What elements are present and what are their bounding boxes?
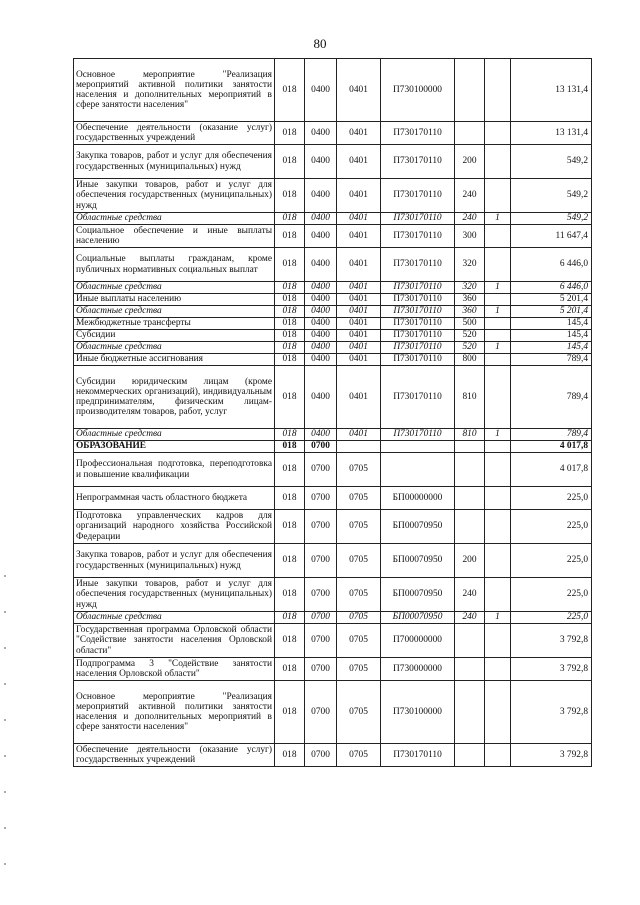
ministry-code: 018 [275,342,305,354]
funding-source-code [485,487,511,510]
expense-type-code: 240 [455,213,485,225]
expense-type-code: 520 [455,342,485,354]
target-article-code: БП00070950 [381,612,455,624]
table-row [74,624,592,658]
expense-type-code [455,744,485,767]
table-row [74,544,592,578]
target-article-code: П730170110 [381,248,455,282]
subsection-code: 0401 [337,354,381,366]
scan-margin-marks [4,575,10,899]
subsection-code: 0401 [337,248,381,282]
section-code: 0700 [305,510,337,544]
expense-type-code [455,681,485,744]
subsection-code: 0705 [337,624,381,658]
funding-source-code [485,179,511,213]
target-article-code [381,441,455,453]
subsection-code: 0705 [337,453,381,487]
section-code: 0400 [305,318,337,330]
funding-source-code [485,122,511,145]
row-name: Иные выплаты населению [74,294,275,306]
ministry-code: 018 [275,179,305,213]
table-row [74,122,592,145]
target-article-code: П730170110 [381,122,455,145]
subsection-code: 0705 [337,658,381,681]
ministry-code: 018 [275,225,305,248]
expense-type-code: 520 [455,330,485,342]
table-row [74,306,592,318]
row-name: Профессиональная подготовка, переподготовка и повышение квалификации [74,453,275,487]
row-name: Иные закупки товаров, работ и услуг для обеспечения государственных (муниципальных) нужд [74,179,275,213]
amount: 3 792,8 [511,681,592,744]
expense-type-code: 240 [455,179,485,213]
funding-source-code [485,453,511,487]
section-code: 0700 [305,453,337,487]
section-code: 0700 [305,487,337,510]
expense-type-code [455,510,485,544]
funding-source-code [485,441,511,453]
amount: 3 792,8 [511,658,592,681]
row-name: Социальное обеспечение и иные выплаты населению [74,225,275,248]
funding-source-code [485,578,511,612]
amount: 11 647,4 [511,225,592,248]
row-name: Областные средства [74,429,275,441]
table-row [74,612,592,624]
section-code: 0700 [305,658,337,681]
subsection-code: 0401 [337,213,381,225]
subsection-code: 0401 [337,342,381,354]
amount: 145,4 [511,330,592,342]
table-row [74,342,592,354]
funding-source-code: 1 [485,306,511,318]
expense-type-code: 200 [455,544,485,578]
expense-type-code: 320 [455,248,485,282]
target-article-code: П730170110 [381,145,455,179]
ministry-code: 018 [275,306,305,318]
budget-table [73,58,592,767]
amount: 225,0 [511,578,592,612]
table-row [74,658,592,681]
subsection-code: 0705 [337,544,381,578]
target-article-code: П730170110 [381,213,455,225]
amount: 145,4 [511,342,592,354]
row-name: Обеспечение деятельности (оказание услуг) государственных учреждений [74,744,275,767]
table-body [74,59,592,767]
row-name: ОБРАЗОВАНИЕ [74,441,275,453]
subsection-code: 0401 [337,306,381,318]
ministry-code: 018 [275,366,305,429]
target-article-code: П730170110 [381,354,455,366]
target-article-code: БП00070950 [381,544,455,578]
section-code: 0400 [305,225,337,248]
target-article-code: П730170110 [381,179,455,213]
table-row [74,59,592,122]
funding-source-code [485,59,511,122]
amount: 5 201,4 [511,294,592,306]
section-code: 0400 [305,179,337,213]
target-article-code: П730170110 [381,744,455,767]
funding-source-code [485,225,511,248]
row-name: Иные закупки товаров, работ и услуг для обеспечения государственных (муниципальных) нужд [74,578,275,612]
expense-type-code: 320 [455,282,485,294]
target-article-code: П730170110 [381,330,455,342]
expense-type-code [455,122,485,145]
funding-source-code [485,681,511,744]
expense-type-code [455,453,485,487]
table-row [74,510,592,544]
funding-source-code [485,366,511,429]
target-article-code [381,453,455,487]
subsection-code: 0401 [337,294,381,306]
amount: 3 792,8 [511,624,592,658]
section-code: 0400 [305,213,337,225]
target-article-code: П700000000 [381,624,455,658]
section-code: 0700 [305,744,337,767]
section-code: 0400 [305,294,337,306]
ministry-code: 018 [275,294,305,306]
ministry-code: 018 [275,122,305,145]
expense-type-code [455,441,485,453]
table-row [74,578,592,612]
expense-type-code [455,658,485,681]
row-name: Социальные выплаты гражданам, кроме публичных нормативных социальных выплат [74,248,275,282]
amount: 549,2 [511,179,592,213]
target-article-code: П730100000 [381,681,455,744]
ministry-code: 018 [275,624,305,658]
target-article-code: БП00070950 [381,578,455,612]
table-row [74,330,592,342]
table-row [74,487,592,510]
row-name: Иные бюджетные ассигнования [74,354,275,366]
expense-type-code [455,624,485,658]
table-row [74,282,592,294]
amount: 549,2 [511,145,592,179]
section-code: 0400 [305,145,337,179]
row-name: Подготовка управленческих кадров для организаций народного хозяйства Российской Федерации [74,510,275,544]
table-row [74,441,592,453]
row-name: Государственная программа Орловской области "Содействие занятости населения Орловской области" [74,624,275,658]
subsection-code: 0401 [337,429,381,441]
funding-source-code [485,318,511,330]
ministry-code: 018 [275,578,305,612]
expense-type-code: 200 [455,145,485,179]
target-article-code: П730000000 [381,658,455,681]
row-name: Областные средства [74,213,275,225]
row-name: Подпрограмма 3 "Содействие занятости населения Орловской области" [74,658,275,681]
amount: 225,0 [511,612,592,624]
table-row [74,744,592,767]
row-name: Обеспечение деятельности (оказание услуг) государственных учреждений [74,122,275,145]
ministry-code: 018 [275,658,305,681]
expense-type-code: 300 [455,225,485,248]
ministry-code: 018 [275,744,305,767]
row-name: Закупка товаров, работ и услуг для обеспечения государственных (муниципальных) нужд [74,544,275,578]
section-code: 0700 [305,681,337,744]
amount: 225,0 [511,510,592,544]
funding-source-code [485,658,511,681]
section-code: 0700 [305,578,337,612]
amount: 549,2 [511,213,592,225]
funding-source-code [485,248,511,282]
subsection-code: 0401 [337,122,381,145]
target-article-code: П730170110 [381,342,455,354]
funding-source-code: 1 [485,342,511,354]
row-name: Основное мероприятие "Реализация мероприятий активной политики занятости населения и дополнительных мероприятий в сфере занятости населения" [74,681,275,744]
subsection-code: 0401 [337,59,381,122]
ministry-code: 018 [275,612,305,624]
section-code: 0400 [305,282,337,294]
target-article-code: П730170110 [381,294,455,306]
expense-type-code: 810 [455,366,485,429]
row-name: Межбюджетные трансферты [74,318,275,330]
ministry-code: 018 [275,510,305,544]
target-article-code: П730170110 [381,429,455,441]
ministry-code: 018 [275,318,305,330]
ministry-code: 018 [275,59,305,122]
expense-type-code: 360 [455,294,485,306]
expense-type-code [455,59,485,122]
funding-source-code [485,145,511,179]
subsection-code [337,441,381,453]
funding-source-code: 1 [485,429,511,441]
amount: 789,4 [511,366,592,429]
table-row [74,213,592,225]
table-row [74,225,592,248]
table-row [74,145,592,179]
subsection-code: 0401 [337,330,381,342]
section-code: 0400 [305,248,337,282]
section-code: 0700 [305,612,337,624]
subsection-code: 0705 [337,681,381,744]
table-row [74,681,592,744]
table-row [74,429,592,441]
ministry-code: 018 [275,145,305,179]
section-code: 0400 [305,366,337,429]
row-name: Областные средства [74,342,275,354]
section-code: 0700 [305,544,337,578]
amount: 13 131,4 [511,59,592,122]
target-article-code: БП00070950 [381,510,455,544]
row-name: Основное мероприятие "Реализация мероприятий активной политики занятости населения и дополнительных мероприятий в сфере занятости населения" [74,59,275,122]
funding-source-code [485,510,511,544]
expense-type-code: 240 [455,578,485,612]
amount: 13 131,4 [511,122,592,145]
amount: 145,4 [511,318,592,330]
target-article-code: П730170110 [381,225,455,248]
row-name: Непрограммная часть областного бюджета [74,487,275,510]
funding-source-code [485,354,511,366]
ministry-code: 018 [275,354,305,366]
subsection-code: 0705 [337,612,381,624]
ministry-code: 018 [275,282,305,294]
section-code: 0400 [305,342,337,354]
target-article-code: П730170110 [381,318,455,330]
target-article-code: П730170110 [381,306,455,318]
funding-source-code [485,294,511,306]
section-code: 0400 [305,122,337,145]
amount: 789,4 [511,429,592,441]
subsection-code: 0401 [337,282,381,294]
ministry-code: 018 [275,681,305,744]
section-code: 0400 [305,429,337,441]
table-row [74,354,592,366]
expense-type-code [455,487,485,510]
subsection-code: 0401 [337,366,381,429]
section-code: 0400 [305,59,337,122]
subsection-code: 0705 [337,744,381,767]
amount: 6 446,0 [511,248,592,282]
ministry-code: 018 [275,248,305,282]
target-article-code: П730170110 [381,282,455,294]
section-code: 0400 [305,354,337,366]
amount: 5 201,4 [511,306,592,318]
section-code: 0700 [305,441,337,453]
expense-type-code: 800 [455,354,485,366]
expense-type-code: 500 [455,318,485,330]
row-name: Областные средства [74,612,275,624]
subsection-code: 0401 [337,145,381,179]
amount: 4 017,8 [511,453,592,487]
table-row [74,179,592,213]
subsection-code: 0705 [337,487,381,510]
table-row [74,453,592,487]
amount: 6 446,0 [511,282,592,294]
subsection-code: 0401 [337,225,381,248]
row-name: Областные средства [74,282,275,294]
page-number: 80 [313,36,327,51]
amount: 225,0 [511,544,592,578]
row-name: Областные средства [74,306,275,318]
ministry-code: 018 [275,441,305,453]
table-row [74,318,592,330]
ministry-code: 018 [275,330,305,342]
funding-source-code: 1 [485,282,511,294]
row-name: Субсидии [74,330,275,342]
table-row [74,366,592,429]
ministry-code: 018 [275,487,305,510]
funding-source-code [485,624,511,658]
expense-type-code: 810 [455,429,485,441]
ministry-code: 018 [275,544,305,578]
funding-source-code: 1 [485,612,511,624]
amount: 789,4 [511,354,592,366]
funding-source-code [485,544,511,578]
section-code: 0700 [305,624,337,658]
row-name: Закупка товаров, работ и услуг для обеспечения государственных (муниципальных) нужд [74,145,275,179]
row-name: Субсидии юридическим лицам (кроме некоммерческих организаций), индивидуальным предпринимателям, физическим лицам-производителям товаров, работ, услуг [74,366,275,429]
expense-type-code: 240 [455,612,485,624]
section-code: 0400 [305,306,337,318]
section-code: 0400 [305,330,337,342]
amount: 3 792,8 [511,744,592,767]
target-article-code: П730170110 [381,366,455,429]
subsection-code: 0401 [337,179,381,213]
funding-source-code [485,744,511,767]
amount: 225,0 [511,487,592,510]
target-article-code: БП00000000 [381,487,455,510]
ministry-code: 018 [275,213,305,225]
ministry-code: 018 [275,429,305,441]
funding-source-code [485,330,511,342]
funding-source-code: 1 [485,213,511,225]
subsection-code: 0401 [337,318,381,330]
table-row [74,294,592,306]
expense-type-code: 360 [455,306,485,318]
amount: 4 017,8 [511,441,592,453]
target-article-code: П730100000 [381,59,455,122]
subsection-code: 0705 [337,578,381,612]
ministry-code: 018 [275,453,305,487]
subsection-code: 0705 [337,510,381,544]
table-row [74,248,592,282]
